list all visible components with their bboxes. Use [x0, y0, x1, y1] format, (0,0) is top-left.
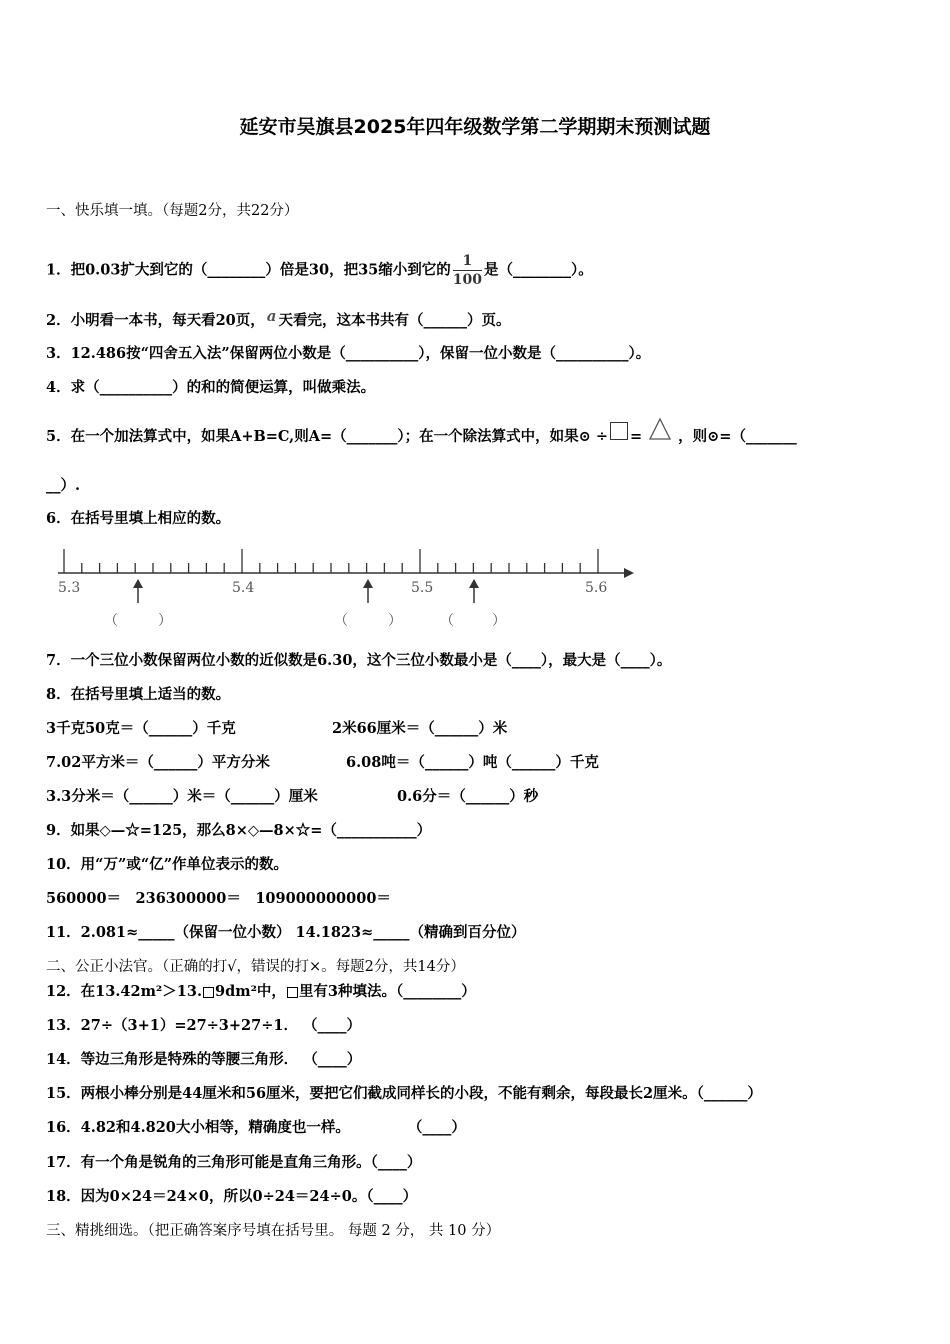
question-5-part-b: ，则⊙=（_______ [678, 428, 797, 445]
question-12 [46, 982, 476, 1002]
question-12-part-a: 12．在13.42m²＞13. [46, 983, 203, 1000]
tick-label-5-4: 5.4 [232, 580, 255, 596]
arrow-marker-3 [469, 579, 479, 603]
question-8-row-1-right: 2米66厘米＝（______）米 [332, 720, 508, 737]
arrow-marker-1 [133, 579, 143, 603]
section-3-heading: 三、精挑细选。（把正确答案序号填在括号里。 每题 2 分， 共 10 分） [46, 1223, 501, 1239]
triangle-icon [648, 417, 672, 441]
question-1-part-b: 是（________）。 [484, 261, 593, 279]
question-12-part-c: 里有3种填法。（________） [298, 983, 476, 1000]
question-5-part-a: 5．在一个加法算式中，如果A+B=C,则A=（_______）；在一个除法算式中，如果⊙ ÷ [46, 428, 608, 445]
question-14: 14．等边三角形是特殊的等腰三角形． （____） [46, 1051, 362, 1068]
question-8-row-3-right: 0.6分＝（______）秒 [397, 788, 539, 805]
tick-label-5-6: 5.6 [585, 580, 608, 596]
question-10-numbers: 560000＝ 236300000＝ 109000000000＝ [46, 890, 391, 907]
question-5 [46, 425, 797, 449]
page-title: 延安市吴旗县2025年四年级数学第二学期期末预测试题 [239, 116, 711, 138]
question-1-part-a: 1．把0.03扩大到它的（________）倍是30，把35缩小到它的 [46, 261, 451, 279]
equals-sign: = [629, 428, 643, 445]
arrow-marker-2 [363, 579, 373, 603]
tick-label-5-3: 5.3 [58, 580, 81, 596]
question-2-part-b: 天看完，这本书共有（______）页。 [278, 312, 511, 329]
blank-square-icon [203, 987, 214, 998]
question-4: 4．求（__________）的和的简便运算，叫做乘法。 [46, 379, 376, 396]
fraction-numerator: 1 [453, 252, 482, 271]
question-5-continuation: __）. [46, 477, 81, 494]
number-line-axis [58, 568, 634, 578]
question-2-part-a: 2．小明看一本书，每天看20页， [46, 312, 265, 329]
variable-a: a [266, 307, 277, 325]
question-18: 18．因为0×24＝24×0，所以0÷24＝24÷0。（____） [46, 1188, 418, 1205]
question-11: 11．2.081≈_____（保留一位小数） 14.1823≈_____（精确到百分位） [46, 924, 526, 941]
blank-square-icon [287, 987, 298, 998]
answer-blank-3-open: （ [440, 613, 454, 629]
question-17: 17．有一个角是锐角的三角形可能是直角三角形。（____） [46, 1154, 422, 1171]
square-icon [610, 422, 628, 440]
answer-blank-1-open: （ [104, 613, 118, 629]
question-12-part-b: 9dm²中， [215, 983, 286, 1000]
question-8-row-2-left: 7.02平方米＝（______）平方分米 [46, 754, 270, 771]
question-9: 9．如果◇—☆=125，那么8×◇—8×☆=（___________） [46, 822, 432, 839]
question-8-row-1-left: 3千克50克＝（______）千克 [46, 720, 236, 737]
answer-blank-1-close: ） [158, 613, 172, 629]
question-8: 8．在括号里填上适当的数。 [46, 686, 231, 703]
answer-blank-3-close: ） [492, 613, 506, 629]
number-line [46, 540, 646, 636]
fraction-one-hundredth [453, 252, 482, 289]
question-8-row-2-right: 6.08吨＝（______）吨（______）千克 [346, 754, 599, 771]
question-1 [46, 252, 593, 289]
section-1-heading: 一、快乐填一填。（每题2分，共22分） [46, 203, 299, 219]
tick-label-5-5: 5.5 [411, 580, 434, 596]
question-13: 13．27÷（3+1）=27÷3+27÷1． （____） [46, 1017, 362, 1034]
question-16: 16．4.82和4.820大小相等，精确度也一样。 （____） [46, 1119, 466, 1136]
question-7: 7．一个三位小数保留两位小数的近似数是6.30，这个三位小数最小是（____），最大是（____）。 [46, 652, 672, 669]
question-15: 15．两根小棒分别是44厘米和56厘米，要把它们截成同样长的小段，不能有剩余，每段最长2厘米。（______） [46, 1085, 762, 1102]
question-6: 6．在括号里填上相应的数。 [46, 510, 231, 527]
question-3: 3．12.486按“四舍五入法”保留两位小数是（__________），保留一位小数是（__________）。 [46, 345, 651, 362]
answer-blank-2-open: （ [334, 613, 348, 629]
fraction-denominator: 100 [452, 272, 482, 288]
question-2 [46, 307, 511, 331]
number-line-ticks [64, 549, 598, 573]
question-10: 10．用“万”或“亿”作单位表示的数。 [46, 856, 289, 873]
question-8-row-3-left: 3.3分米＝（______）米＝（______）厘米 [46, 788, 318, 805]
section-2-heading: 二、公正小法官。（正确的打√，错误的打×。每题2分，共14分） [46, 959, 465, 975]
answer-blank-2-close: ） [388, 613, 402, 629]
